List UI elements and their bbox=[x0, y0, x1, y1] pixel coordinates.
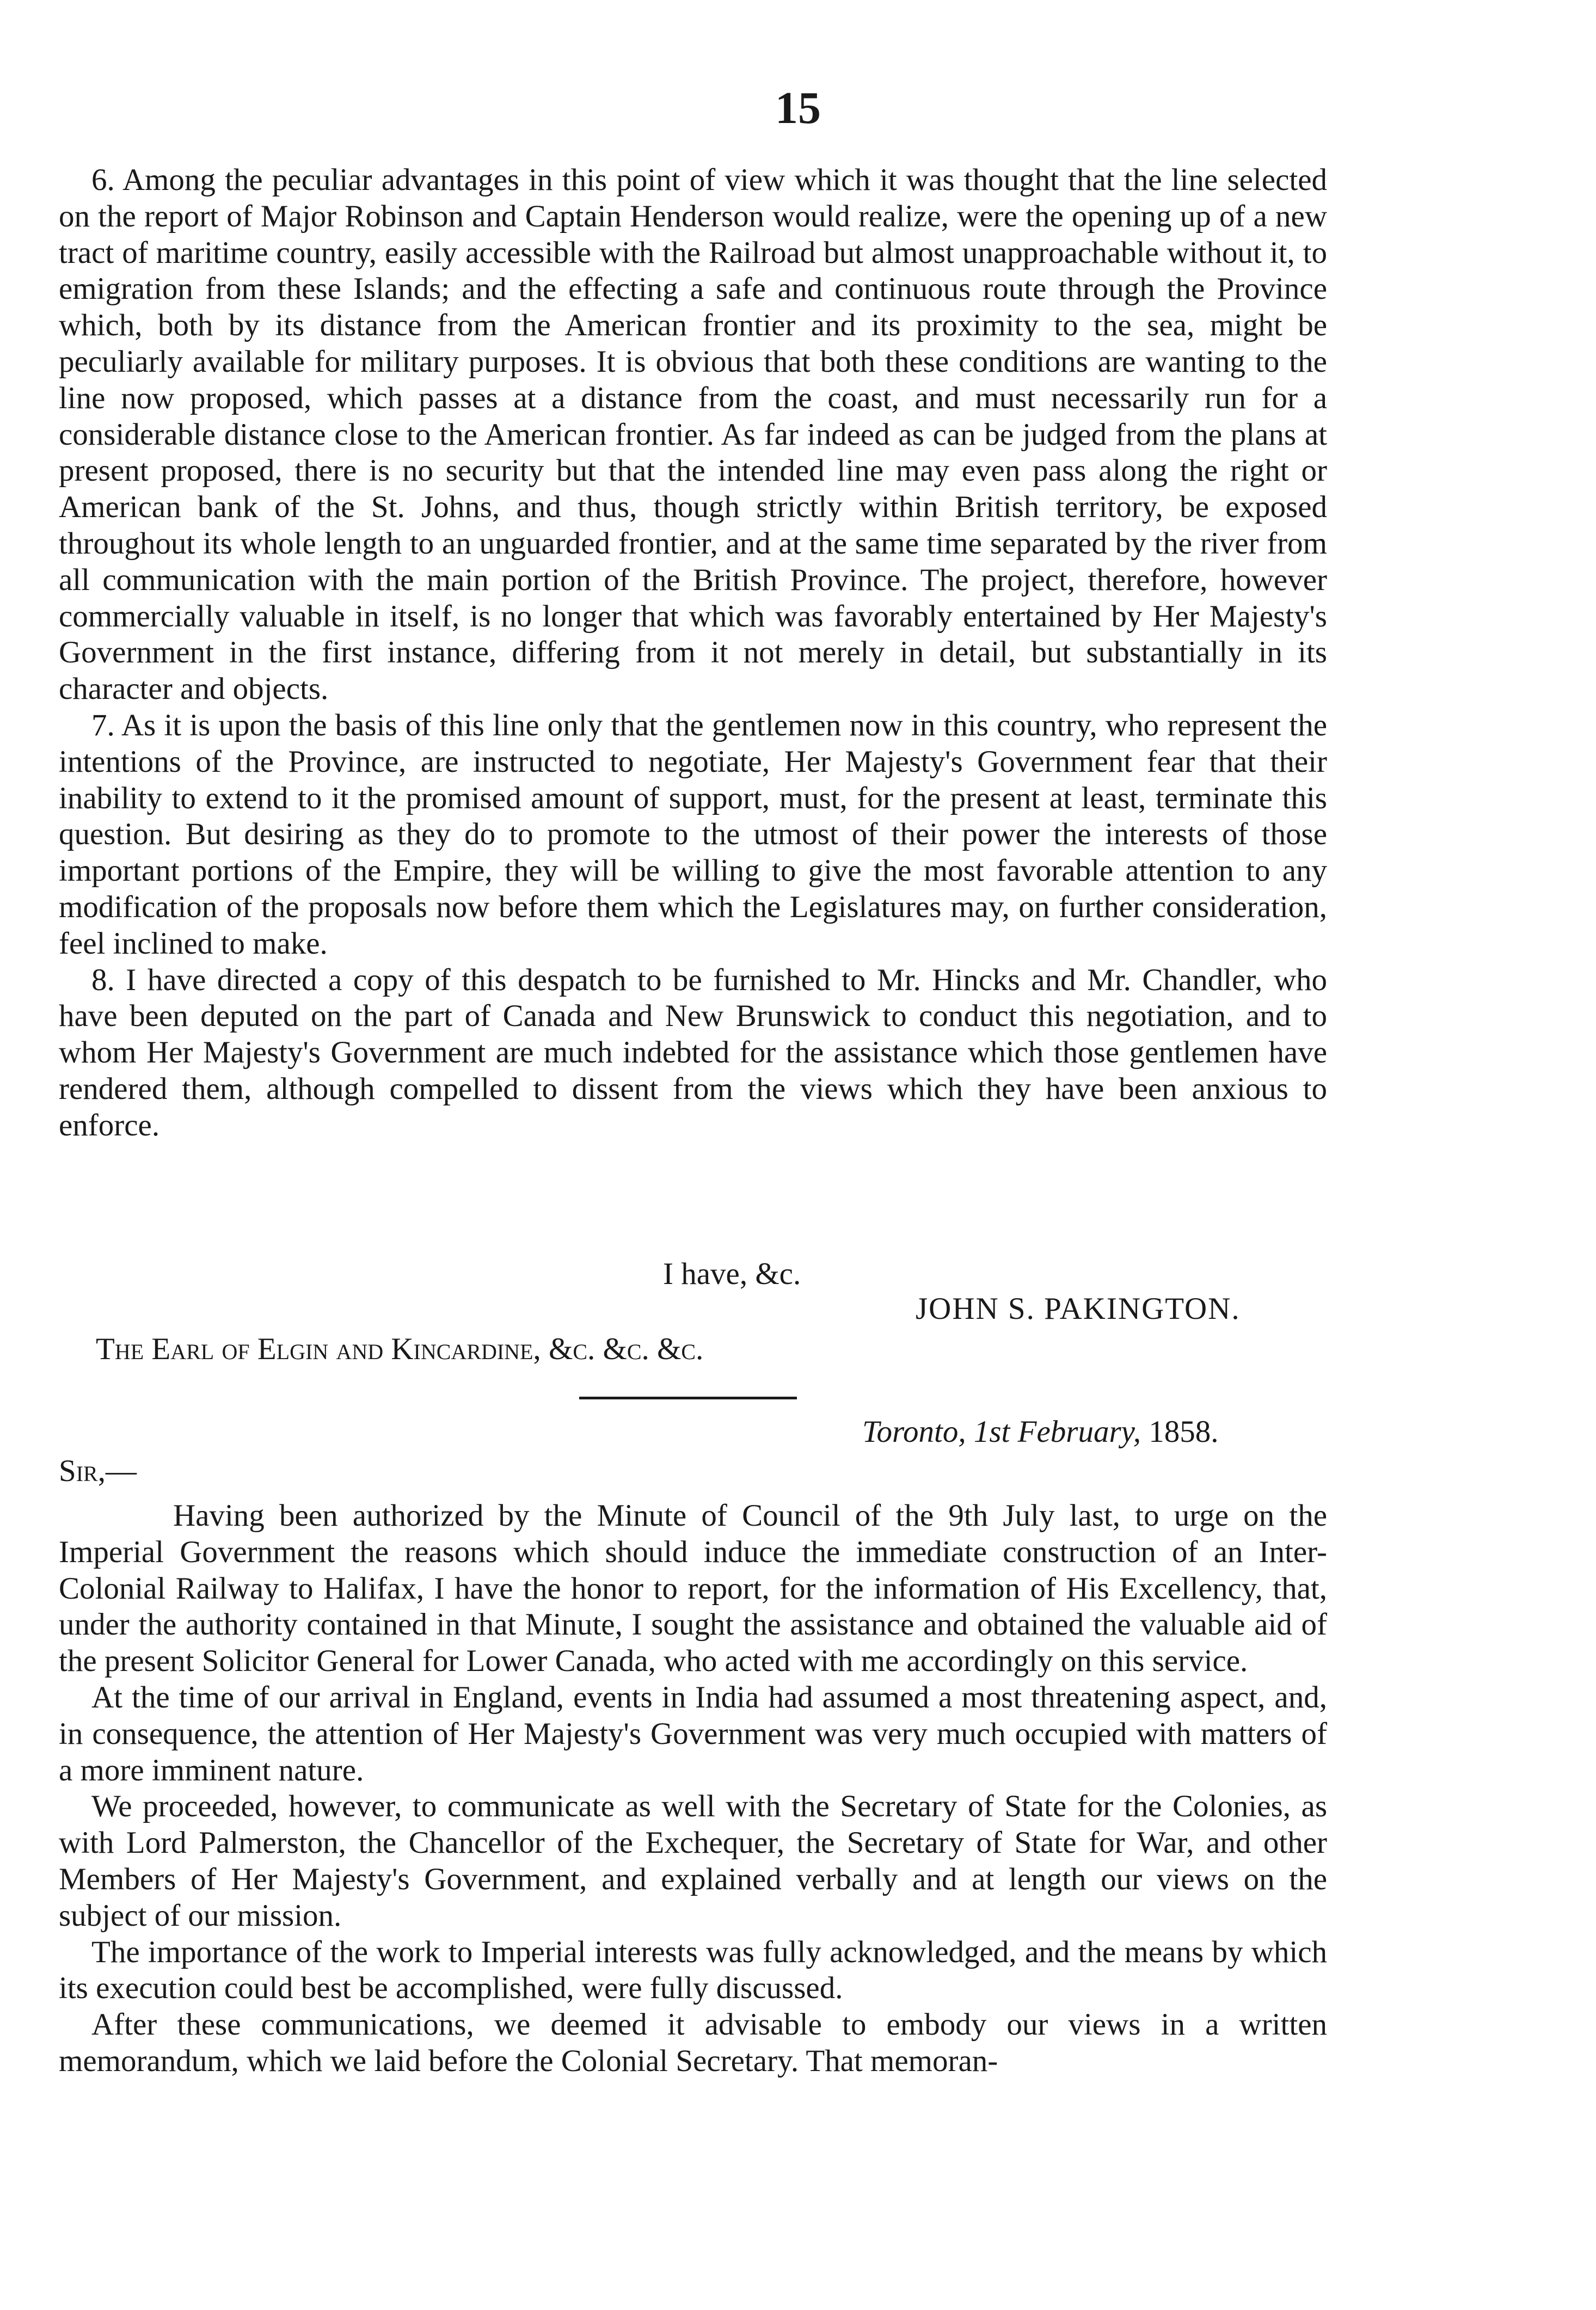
report-body bbox=[59, 1498, 1327, 2080]
report-paragraph-3: We proceeded, however, to communicate as well with the Secretary of State for the Colonies, as with Lord Palmerston, the Chancellor of the Exchequer, the Secretary of State for War, and other Members of Her Majesty's Government, and explained verbally and at length our views on the subject of our mission. bbox=[59, 1789, 1327, 1933]
paragraph-7: 7. As it is upon the basis of this line only that the gentlemen now in this country, who represent the intentions of the Province, are instructed to negotiate, Her Majesty's Government fear that their inability to extend to it the promised amount of support, must, for the present at least, terminate this question. But desiring as they do to promote to the utmost of their power the interests of those important portions of the Empire, they will be willing to give the most favorable attention to any modification of the proposals now before them which the Legislatures may, on further consideration, feel inclined to make. bbox=[59, 708, 1327, 961]
despatch-body bbox=[59, 162, 1327, 1144]
dateline-place: Toronto, bbox=[862, 1415, 966, 1449]
page-number: 15 bbox=[775, 83, 821, 133]
report-paragraph-1: Having been authorized by the Minute of Council of the 9th July last, to urge on the Imperial Government the reasons which should induce the immediate construction of an Inter-Colonial Railway to Halifax, I have the honor to report, for the information of His Excellency, that, under the authority contained in that Minute, I sought the assistance and obtained the valuable aid of the present Solicitor General for Lower Canada, who acted with me accordingly on this service. bbox=[59, 1498, 1327, 1679]
signatory-name: JOHN S. PAKINGTON. bbox=[916, 1292, 1241, 1326]
dateline-month: February, bbox=[1017, 1415, 1141, 1449]
salutation: Sir,— bbox=[59, 1454, 137, 1488]
section-divider bbox=[579, 1397, 797, 1399]
addressee: The Earl of Elgin and Kincardine, &c. &c. &c. bbox=[96, 1332, 704, 1366]
report-paragraph-4: The importance of the work to Imperial interests was fully acknowledged, and the means by which its execution could best be accomplished, were fully discussed. bbox=[59, 1934, 1327, 2006]
paragraph-8: 8. I have directed a copy of this despatch to be furnished to Mr. Hincks and Mr. Chandler, who have been deputed on the part of Canada and New Brunswick to conduct this negotiation, and to whom Her Majesty's Government are much indebted for the assistance which those gentlemen have rendered them, although compelled to dissent from the views which they have been anxious to enforce. bbox=[59, 962, 1327, 1142]
report-paragraph-5: After these communications, we deemed it advisable to embody our views in a written memorandum, which we laid before the Colonial Secretary. That memoran- bbox=[59, 2007, 1327, 2078]
dateline-year: 1858. bbox=[1149, 1415, 1219, 1449]
dateline-day: 1st bbox=[973, 1415, 1010, 1449]
paragraph-6: 6. Among the peculiar advantages in this point of view which it was thought that the line selected on the report of Major Robinson and Captain Henderson would realize, were the opening up of a new tract of maritime country, easily accessible with the Railroad but almost unapproachable without it, to emigration from these Islands; and the effecting a safe and continuous route through the Province which, both by its distance from the American frontier and its proximity to the sea, might be peculiarly available for military purposes. It is obvious that both these conditions are wanting to the line now proposed, which passes at a distance from the coast, and must necessarily run for a considerable distance close to the American frontier. As far indeed as can be judged from the plans at present proposed, there is no security but that the intended line may even pass along the right or American bank of the St. Johns, and thus, though strictly within British territory, be exposed throughout its whole length to an unguarded frontier, and at the same time separated by the river from all communication with the main portion of the British Province. The project, therefore, however commercially valuable in itself, is no longer that which was favorably entertained by Her Majesty's Government in the first instance, differing from it not merely in detail, but substantially in its character and objects. bbox=[59, 163, 1327, 706]
report-paragraph-2: At the time of our arrival in England, events in India had assumed a most threatening aspect, and, in consequence, the attention of Her Majesty's Government was very much occupied with matters of a more imminent nature. bbox=[59, 1680, 1327, 1787]
dateline bbox=[862, 1414, 1219, 1449]
closing-formula: I have, &c. bbox=[663, 1257, 801, 1291]
